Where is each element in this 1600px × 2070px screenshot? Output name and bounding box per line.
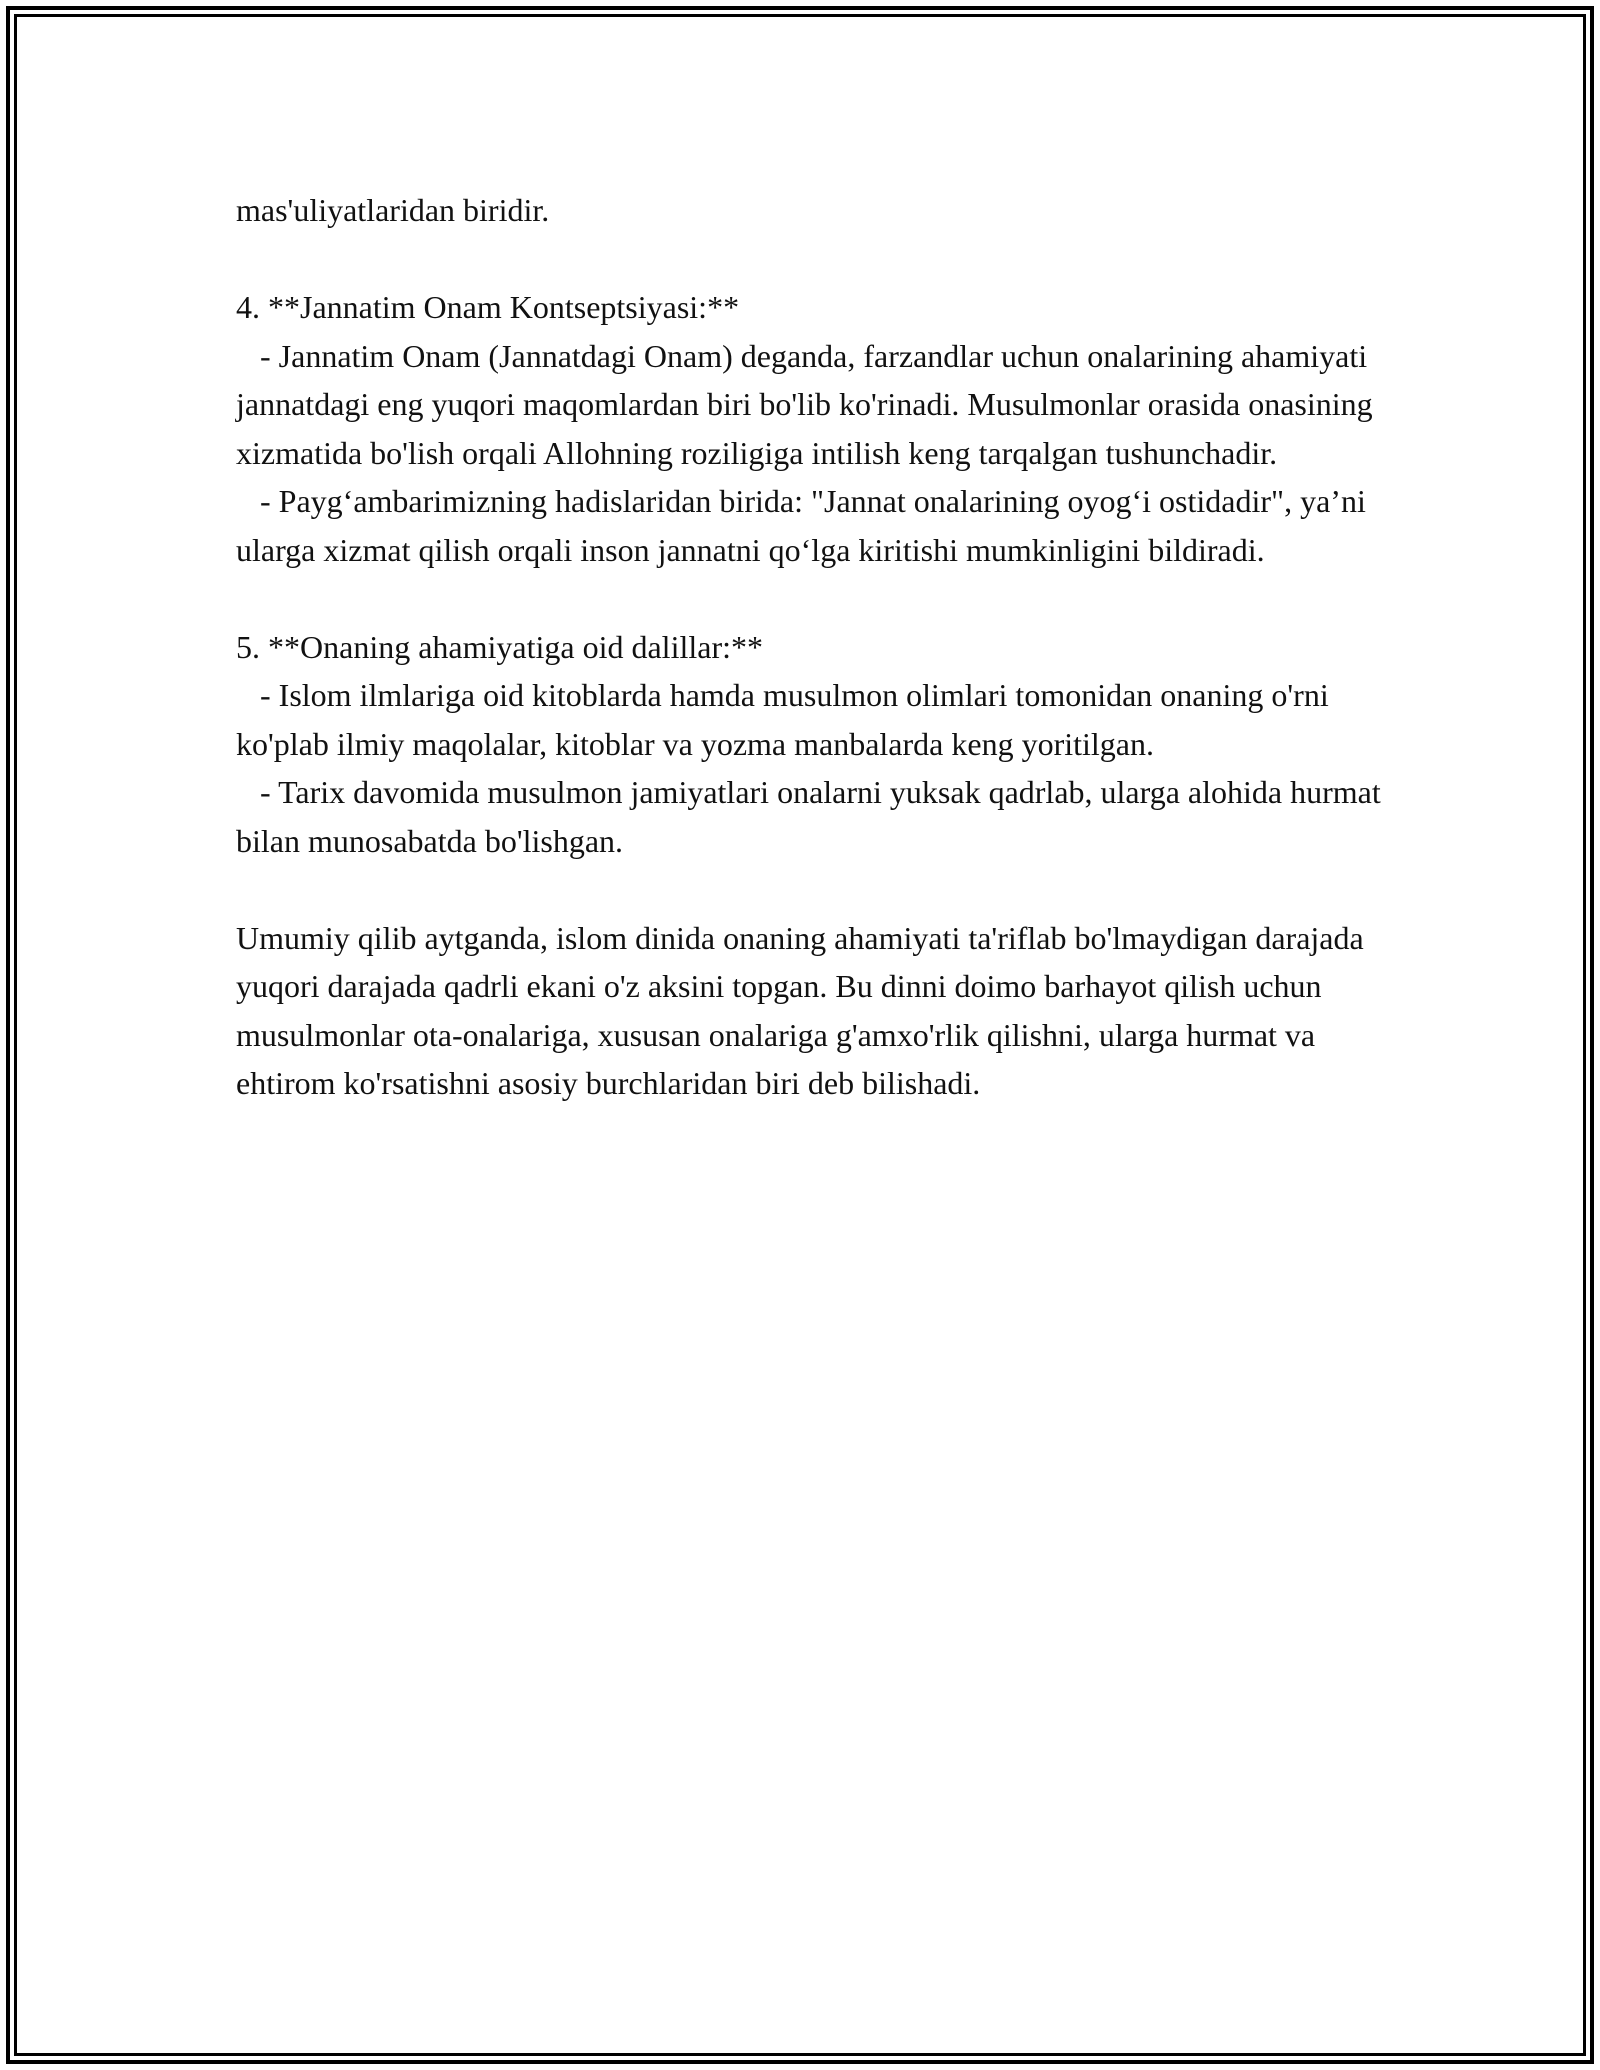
section-5-bullet-2: - Tarix davomida musulmon jamiyatlari onalarni yuksak qadrlab, ularga alohida hurmat bilan munosabatda bo'lishgan. [236,774,1389,859]
paragraph-gap [236,235,1396,284]
section-4-bullet-2: - Payg‘ambarimizning hadislaridan birida: "Jannat onalarining oyog‘i ostidadir", ya’ni ularga xizmat qilish orqali inson jannatni qo‘lga kiritishi mumkinligini bildiradi. [236,483,1374,568]
paragraph-gap [236,574,1396,623]
document-body [236,186,1396,1108]
section-4-bullet-1: - Jannatim Onam (Jannatdagi Onam) deganda, farzandlar uchun onalarining ahamiyati jannatdagi eng yuqori maqomlardan biri bo'lib ko'rinadi. Musulmonlar orasida onasining xizmatida bo'lish orqali Allohning roziligiga intilish keng tarqalgan tushunchadir. [236,337,1381,471]
paragraph-gap [236,865,1396,914]
section-5-heading: 5. **Onaning ahamiyatiga oid dalillar:** [236,628,763,665]
conclusion-paragraph: Umumiy qilib aytganda, islom dinida onaning ahamiyati ta'riflab bo'lmaydigan darajada yuqori darajada qadrli ekani o'z aksini topgan. Bu dinni doimo barhayot qilish uchun musulmonlar ota-onalariga, xususan onalariga g'amxo'rlik qilishni, ularga hurmat va ehtirom ko'rsatishni asosiy burchlaridan biri deb bilishadi. [236,919,1372,1101]
section-5-bullet-1: - Islom ilmlariga oid kitoblarda hamda musulmon olimlari tomonidan onaning o'rni ko'plab ilmiy maqolalar, kitoblar va yozma manbalarda keng yoritilgan. [236,677,1337,762]
section-4-heading: 4. **Jannatim Onam Kontseptsiyasi:** [236,289,740,325]
paragraph-continuation: mas'uliyatlaridan biridir. [236,192,550,228]
